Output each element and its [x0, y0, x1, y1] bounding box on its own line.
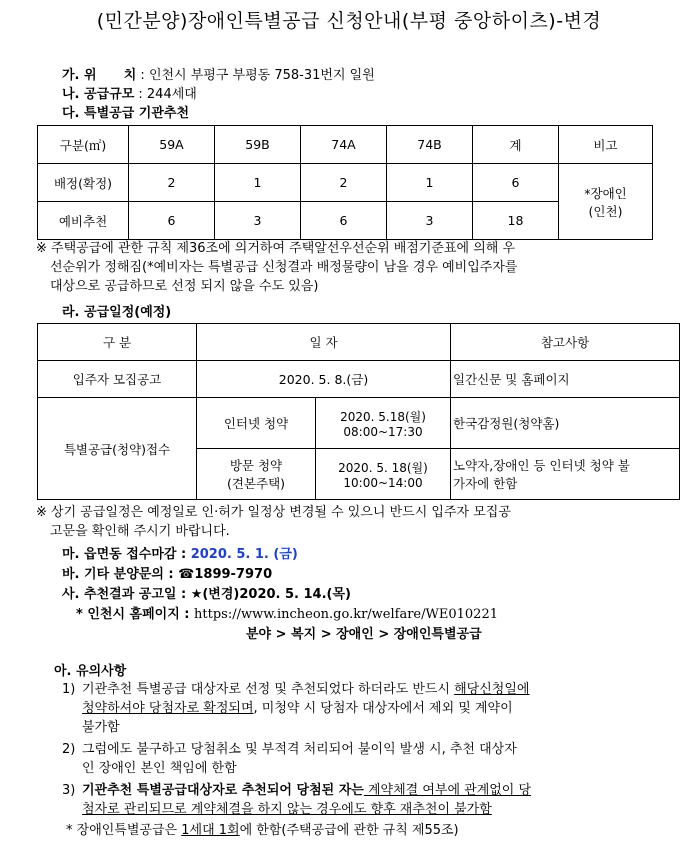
- time-line: 10:00~14:00: [343, 475, 423, 490]
- table-cell: 6: [473, 164, 559, 202]
- section-d-heading: 라. 공급일정(예정): [62, 305, 172, 320]
- table-cell: 6: [129, 202, 215, 240]
- table-row: [38, 361, 680, 398]
- contact-label: 바. 기타 분양문의 :: [62, 567, 179, 582]
- contact-line: [62, 563, 272, 582]
- date-line: 2020. 5.18(월): [340, 409, 426, 424]
- note-line: 선순위가 정해짐(*예비자는 특별공급 신청결과 배정물량이 남을 경우 예비입주자를: [50, 260, 518, 275]
- row-label: 특별공급(청약)접수: [38, 398, 197, 500]
- table-header-cell: 구 분: [38, 324, 197, 361]
- item-text: 에 한함(주택공급에 관한 규칙 제55조): [239, 823, 459, 838]
- page-title: (민간분양)장애인특별공급 신청안내(부평 중앙하이츠)-변경: [96, 10, 602, 32]
- location-value: : 인천시 부평구 부평동 758-31번지 일원: [136, 68, 375, 83]
- scale-value: : 244세대: [134, 87, 197, 102]
- date-cell: [316, 449, 451, 500]
- item-text: 기관추천 특별공급 대상자로 선정 및 추천되었다 하더라도 반드시: [82, 682, 455, 697]
- item-text-underlined: 청약하셔야 당첨자로 확정되며: [82, 701, 254, 716]
- table-header-row: [38, 126, 653, 164]
- table-header-cell: 참고사항: [451, 324, 680, 361]
- scale-label: 나. 공급규모: [62, 87, 135, 102]
- item-text-underlined: 첨자로 관리되므로 계약체결을 하지 않는 경우에도: [82, 802, 371, 817]
- homepage-link[interactable]: https://www.incheon.go.kr/welfare/WE010221: [194, 607, 498, 622]
- item-text: 인 장애인 본인 책임에 한함: [82, 761, 237, 776]
- item-text-underlined: 계약체결 여부에 관계없이 당: [363, 783, 532, 798]
- type-cell: [197, 449, 316, 500]
- note-line: 대상으로 공급하므로 선정 되지 않을 수도 있음): [50, 279, 319, 294]
- remark-line: *장애인: [584, 185, 627, 201]
- contact-value: ☎1899-7970: [178, 567, 273, 582]
- ref-cell: 한국감정원(청약홈): [451, 398, 680, 449]
- row-label: 입주자 모집공고: [38, 361, 197, 398]
- date-cell: 2020. 5. 8.(금): [197, 361, 451, 398]
- list-item: [66, 821, 682, 840]
- deadline-label: 마. 읍면동 접수마감 :: [62, 547, 191, 562]
- table-header-cell: 74B: [387, 126, 473, 164]
- item-text: 불가함: [82, 720, 120, 735]
- table-cell: 1: [387, 164, 473, 202]
- table-row: [38, 398, 680, 449]
- location-line: [62, 64, 375, 83]
- note-schedule: [36, 503, 511, 541]
- list-item: [62, 740, 682, 778]
- section-c-heading: 다. 특별공급 기관추천: [62, 106, 190, 121]
- homepage-label: * 인천시 홈페이지 :: [76, 607, 195, 622]
- note-line: 고문을 확인해 주시기 바랍니다.: [50, 524, 230, 539]
- date-cell: [316, 398, 451, 449]
- table-header-cell: 비고: [559, 126, 653, 164]
- section-h-heading: 아. 유의사항: [54, 664, 127, 679]
- scale-line: [62, 83, 197, 102]
- ref-cell: [451, 449, 680, 500]
- schedule-table: [37, 323, 680, 500]
- item-text: , 미청약 시 당첨자 대상자에서 제외 및 계약이: [253, 701, 513, 716]
- table-cell: 3: [215, 202, 301, 240]
- item-text-underlined: 해당신청일에: [454, 682, 530, 697]
- item-number: 3): [62, 783, 76, 798]
- table-header-cell: 계: [473, 126, 559, 164]
- table-cell: 1: [215, 164, 301, 202]
- notice-list: [62, 680, 682, 840]
- deadline-value: 2020. 5. 1. (금): [190, 547, 298, 562]
- table-header-cell: 일 자: [197, 324, 451, 361]
- table-header-cell: 59A: [129, 126, 215, 164]
- homepage-path: 분야 > 복지 > 장애인 > 장애인특별공급: [246, 627, 482, 642]
- item-number: 2): [62, 742, 76, 757]
- time-line: 08:00~17:30: [343, 424, 423, 439]
- table-header-cell: 구분(㎡): [38, 126, 129, 164]
- list-item: [62, 680, 682, 737]
- item-number: 1): [62, 682, 76, 697]
- table-row: [38, 164, 653, 202]
- ref-line: 노약자,장애인 등 인터넷 청약 불: [453, 458, 630, 473]
- item-text-bold: 기관추천 특별공급대상자로 추천되어 당첨된 자는: [82, 783, 364, 798]
- item-text: * 장애인특별공급은: [66, 823, 182, 838]
- note-priority: [36, 239, 517, 296]
- deadline-line: [62, 543, 298, 562]
- result-line: 사. 추천결과 공고일 : ★(변경)2020. 5. 14.(목): [62, 587, 351, 602]
- table-cell: 2: [301, 164, 387, 202]
- remark-line: (인천): [588, 203, 623, 219]
- ref-cell: 일간신문 및 홈페이지: [451, 361, 680, 398]
- ref-line: 가자에 한함: [453, 476, 518, 491]
- allocation-table: [37, 125, 653, 240]
- list-item: [62, 781, 682, 819]
- note-line: ※ 주택공급에 관한 규칙 제36조에 의거하여 주택알선우선순위 배점기준표에 의해 우: [36, 241, 516, 256]
- location-label: 가. 위 치: [62, 68, 137, 83]
- table-cell: 6: [301, 202, 387, 240]
- item-text: 그럼에도 불구하고 당첨취소 및 부적격 처리되어 불이익 발생 시, 추천 대상자: [82, 742, 517, 757]
- remark-cell: [559, 164, 653, 240]
- type-cell: 인터넷 청약: [197, 398, 316, 449]
- table-header-cell: 74A: [301, 126, 387, 164]
- row-label: 배정(확정): [38, 164, 129, 202]
- table-cell: 18: [473, 202, 559, 240]
- table-cell: 2: [129, 164, 215, 202]
- date-line: 2020. 5. 18(월): [338, 460, 428, 475]
- type-line: 방문 청약: [229, 458, 283, 473]
- table-header-cell: 59B: [215, 126, 301, 164]
- item-text-underlined: 향후 재추천이 불가함: [370, 802, 492, 817]
- row-label: 예비추천: [38, 202, 129, 240]
- type-line: (견본주택): [226, 476, 286, 491]
- note-line: ※ 상기 공급일정은 예정일로 인·허가 일정상 변경될 수 있으니 반드시 입주자 모집공: [36, 505, 511, 520]
- table-cell: 3: [387, 202, 473, 240]
- item-text-underlined: 1세대 1회: [181, 823, 240, 838]
- homepage-line: [76, 603, 498, 622]
- table-header-row: [38, 324, 680, 361]
